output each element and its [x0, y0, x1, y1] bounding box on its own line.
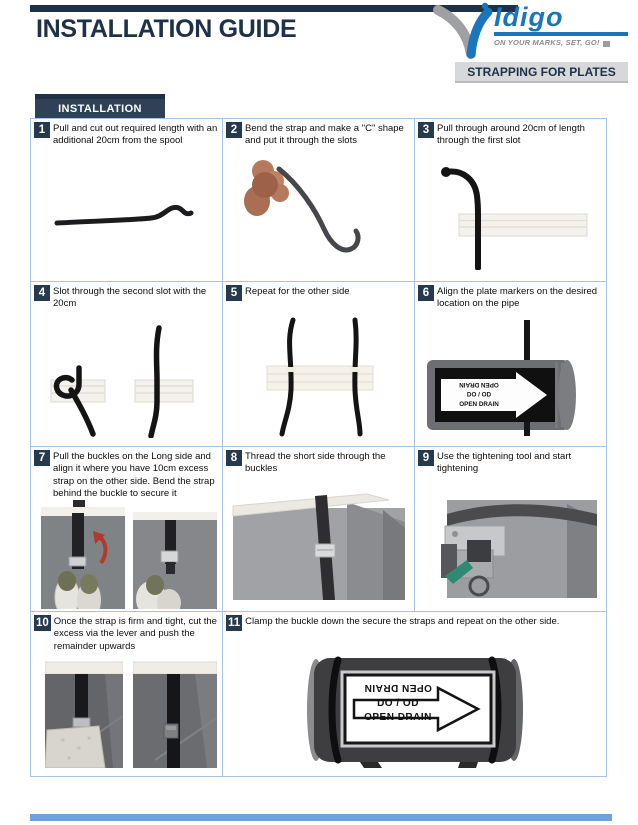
step-instruction: Align the plate markers on the desired location on the pipe	[437, 286, 598, 310]
photo-hand-bending-strap	[227, 157, 409, 269]
photo-thread-buckle	[227, 484, 409, 600]
brand-logo	[428, 1, 632, 61]
step-number-badge: 5	[226, 285, 242, 301]
logo-text	[494, 4, 632, 47]
step-number-badge: 9	[418, 450, 434, 466]
page-title: INSTALLATION GUIDE	[36, 15, 297, 43]
photo-second-slot	[35, 316, 217, 438]
marker-text-top-inverted: OPEN DRAIN	[459, 381, 499, 389]
step-cell-11	[223, 612, 607, 777]
step-cell-7	[31, 447, 223, 612]
step-number-badge: 1	[34, 122, 50, 138]
step-cell-3	[415, 119, 607, 282]
marker-text-bottom: OPEN DRAIN	[364, 711, 432, 723]
step-number-badge: 8	[226, 450, 242, 466]
step-cell-9	[415, 447, 607, 612]
step-instruction: Bend the strap and make a "C" shape and put it through the slots	[245, 123, 404, 147]
photo-strap-spool	[35, 163, 217, 263]
tagline-square	[603, 41, 610, 47]
photo-first-slot	[419, 156, 601, 270]
photo-finished-marker	[226, 638, 602, 768]
step-cell-6	[415, 282, 607, 447]
document-subtitle: STRAPPING FOR PLATES	[455, 62, 628, 83]
step-instruction: Use the tightening tool and start tightening	[437, 451, 572, 475]
marker-text-bottom: OPEN DRAIN	[459, 401, 499, 409]
section-header	[35, 94, 165, 118]
photo-both-straps	[227, 308, 409, 438]
footer-accent-bar	[30, 814, 612, 821]
step-cell-2	[223, 119, 415, 282]
step-number-badge: 7	[34, 450, 50, 466]
marker-text-middle: DO / OD	[466, 391, 492, 399]
step-cell-1	[31, 119, 223, 282]
steps-table	[30, 118, 607, 777]
step-number-badge: 3	[418, 122, 434, 138]
section-label: INSTALLATION	[35, 99, 165, 118]
step-instruction: Once the strap is firm and tight, cut the excess via the lever and push the remainder upwards	[53, 616, 217, 652]
step-number-badge: 2	[226, 122, 242, 138]
step-instruction: Slot through the second slot with the 20cm	[53, 286, 207, 310]
logo-swoosh-icon	[430, 2, 494, 60]
photo-cut-excess	[35, 656, 217, 772]
step-cell-8	[223, 447, 415, 612]
step-cell-10	[31, 612, 223, 777]
step-number-badge: 10	[36, 617, 49, 629]
step-instruction: Repeat for the other side	[245, 286, 350, 297]
photo-pipe-marker-align	[419, 316, 601, 438]
step-cell-5	[223, 282, 415, 447]
photo-buckle-align	[35, 500, 217, 609]
step-number-badge: 11	[228, 617, 241, 629]
marker-text-middle: DO / OD	[377, 697, 419, 709]
marker-text-top-inverted: OPEN DRAIN	[364, 681, 432, 693]
step-instruction: Thread the short side through the buckles	[245, 451, 386, 475]
step-instruction: Pull the buckles on the Long side and align it where you have 10cm excess strap on the other side. Bend the strap behind the buckle to secure it	[53, 451, 215, 500]
step-instruction: Pull and cut out required length with an additional 20cm from the spool	[53, 123, 218, 147]
brand-name: Idigo	[494, 2, 564, 32]
brand-underline	[494, 32, 628, 36]
step-instruction: Pull through around 20cm of length through the first slot	[437, 123, 585, 147]
photo-tightening-tool	[419, 484, 601, 600]
step-number-badge: 4	[34, 285, 50, 301]
step-cell-4	[31, 282, 223, 447]
step-number-badge: 6	[418, 285, 434, 301]
step-instruction: Clamp the buckle down the secure the straps and repeat on the other side.	[245, 616, 560, 627]
brand-tagline	[494, 38, 632, 47]
brand-tagline-text: ON YOUR MARKS, SET, GO!	[494, 38, 600, 47]
